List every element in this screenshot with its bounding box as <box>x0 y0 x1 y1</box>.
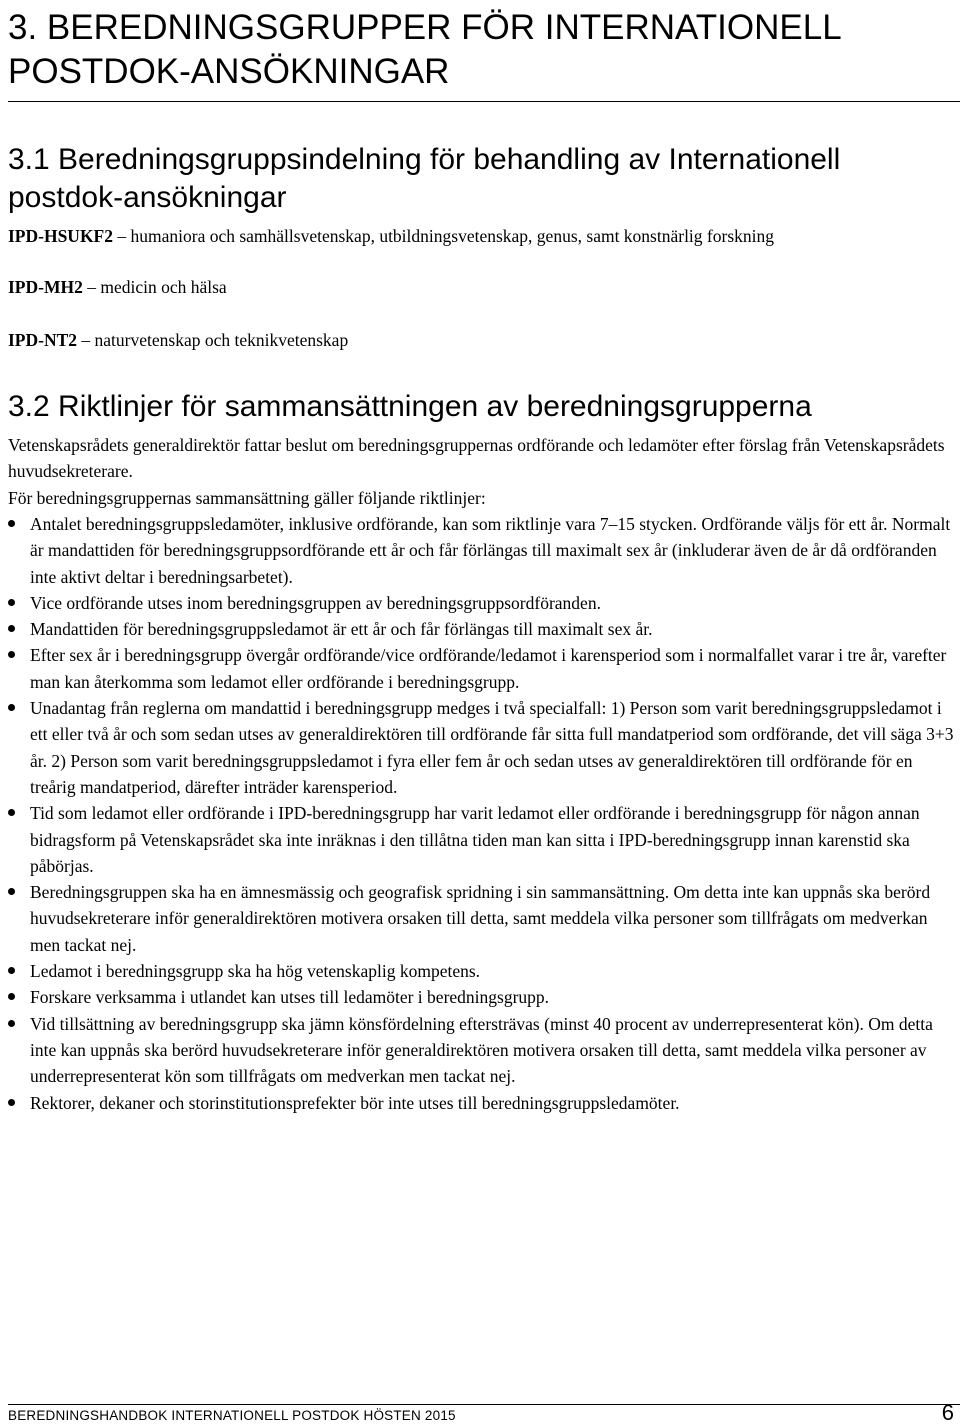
list-item-text: Beredningsgruppen ska ha en ämnesmässig och geografisk spridning i sin sammansättning. Om detta inte kan uppnås ska berörd huvudsekreterare inför generaldirektören motivera orsaken till detta, samt meddela vilka personer som tillfrågats om medverkan men tackat nej. <box>30 882 931 955</box>
group-code: IPD-HSUKF2 <box>8 226 113 246</box>
group-code: IPD-NT2 <box>8 330 78 350</box>
group-description: medicin och hälsa <box>100 277 227 297</box>
bullet-icon <box>8 1099 15 1106</box>
list-item-text: Mandattiden för beredningsgruppsledamot är ett år och får förlängas till maximalt sex år. <box>30 619 653 640</box>
bullet-icon <box>8 704 15 711</box>
group-separator: – <box>82 277 101 297</box>
bullet-icon <box>8 625 15 632</box>
list-item-text: Rektorer, dekaner och storinstitutionsprefekter bör inte utses till beredningsgruppsledamöter. <box>30 1092 680 1113</box>
bullet-icon <box>8 520 15 527</box>
group-description: humaniora och samhällsvetenskap, utbildningsvetenskap, genus, samt konstnärlig forskning <box>130 226 775 246</box>
bullet-icon <box>8 1020 15 1027</box>
list-item <box>0 590 958 616</box>
list-item <box>0 958 958 984</box>
section-3-1-heading: 3.1 Beredningsgruppsindelning för behandling av Internationell postdok-ansökningar <box>8 143 841 214</box>
page-number: 6 <box>941 1400 954 1425</box>
list-item <box>0 616 958 642</box>
bullet-icon <box>8 651 15 658</box>
list-item-text: Antalet beredningsgruppsledamöter, inklusive ordförande, kan som riktlinje vara 7–15 stycken. Ordförande väljs för ett år. Normalt är mandattiden för beredningsgruppsordförande ett år och får förlängas till maximalt sex år (inkluderar även de år då ordföranden inte aktivt deltar i beredningsarbetet). <box>30 514 951 587</box>
list-item <box>0 879 958 958</box>
group-separator: – <box>113 226 131 246</box>
list-item <box>0 511 958 590</box>
list-item <box>0 1090 958 1116</box>
footer-title: BEREDNINGSHANDBOK INTERNATIONELL POSTDOK HÖSTEN 2015 <box>8 1408 456 1423</box>
list-item-text: Tid som ledamot eller ordförande i IPD-beredningsgrupp har varit ledamot eller ordförande i beredningsgrupp för någon annan bidragsform på Vetenskapsrådet ska inte inräknas i den tillåtna tiden man kan sitta i IPD-beredningsgrupp innan karenstid ska påbörjas. <box>30 803 920 876</box>
list-item <box>0 1011 958 1090</box>
group-line-hsukf <box>8 224 956 248</box>
section-3-2-heading: 3.2 Riktlinjer för sammansättningen av beredningsgrupperna <box>8 390 812 423</box>
group-description: naturvetenskap och teknikvetenskap <box>94 330 349 350</box>
group-line-mh <box>8 275 956 299</box>
guidelines-lead: För beredningsgruppernas sammansättning gäller följande riktlinjer: <box>8 488 486 508</box>
group-code: IPD-MH2 <box>8 277 83 297</box>
list-item-text: Efter sex år i beredningsgrupp övergår ordförande/vice ordförande/ledamot i karensperiod som i normalfallet varar i tre år, varefter man kan återkomma som ledamot eller ordförande i beredningsgrupp. <box>30 645 947 692</box>
list-item-text: Unadantag från reglerna om mandattid i beredningsgrupp medges i två specialfall: 1) Person som varit beredningsgruppsledamot i ett eller två år och som sedan utses av generaldirektören till ordförande får sitta full mandatperiod som ordförande, det vill säga 3+3 år. 2) Person som varit beredningsgruppsledamot i fyra eller fem år och sedan utses av generaldirektören till ordförande för en treårig mandatperiod, därefter inträder karensperiod. <box>30 698 954 797</box>
bullet-icon <box>8 888 15 895</box>
bullet-icon <box>8 599 15 606</box>
list-item-text: Vice ordförande utses inom beredningsgruppen av beredningsgruppsordföranden. <box>30 592 601 613</box>
list-item <box>0 800 958 879</box>
heading-rule <box>8 101 960 102</box>
bullet-icon <box>8 993 15 1000</box>
group-separator: – <box>77 330 95 350</box>
intro-paragraph: Vetenskapsrådets generaldirektör fattar beslut om beredningsgruppernas ordförande och ledamöter efter förslag från Vetenskapsrådets huvudsekreterare. <box>8 435 945 481</box>
footer-rule <box>8 1404 960 1405</box>
bullet-icon <box>8 967 15 974</box>
guidelines-list <box>0 511 958 1116</box>
section-3-heading: 3. BEREDNINGSGRUPPER FÖR INTERNATIONELL POSTDOK-ANSÖKNINGAR <box>8 8 841 91</box>
bullet-icon <box>8 809 15 816</box>
list-item-text: Ledamot i beredningsgrupp ska ha hög vetenskaplig kompetens. <box>30 961 481 982</box>
list-item-text: Forskare verksamma i utlandet kan utses till ledamöter i beredningsgrupp. <box>30 987 550 1008</box>
list-item <box>0 695 958 800</box>
list-item <box>0 642 958 695</box>
list-item <box>0 984 958 1010</box>
group-line-nt <box>8 328 956 352</box>
list-item-text: Vid tillsättning av beredningsgrupp ska jämn könsfördelning eftersträvas (minst 40 procent av underrepresenterat kön). Om detta inte kan uppnås ska berörd huvudsekreterare inför generaldirektören motivera orsaken till detta, samt meddela vilka personer av underrepresenterat kön som tillfrågats om medverkan men tackat nej. <box>30 1013 933 1087</box>
